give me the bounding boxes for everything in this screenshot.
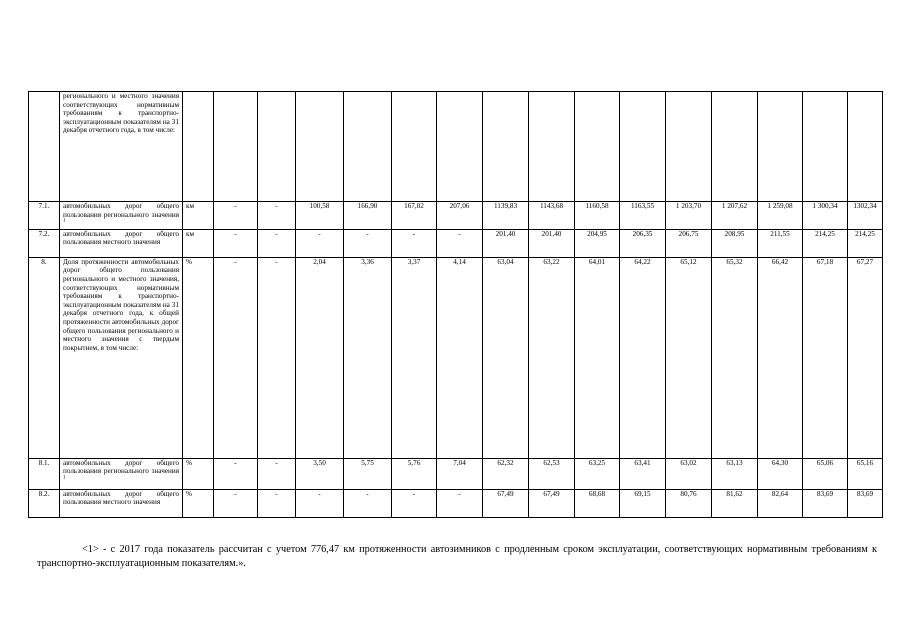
value-cell: - (344, 489, 392, 517)
value-cell: 65,06 (803, 458, 848, 489)
value-cell (344, 92, 392, 202)
row-number: 8.2. (29, 489, 60, 517)
table-row (29, 92, 883, 202)
value-cell (620, 92, 666, 202)
value-cell: 166,90 (344, 202, 392, 230)
value-cell: 204,95 (575, 229, 620, 257)
value-cell: 66,42 (758, 257, 803, 458)
row-number: 7.2. (29, 229, 60, 257)
value-cell: 64,30 (758, 458, 803, 489)
row-unit: км (183, 229, 214, 257)
value-cell (296, 92, 344, 202)
row-number (29, 92, 60, 202)
value-cell: 63,25 (575, 458, 620, 489)
row-description (60, 257, 183, 458)
value-cell: - (214, 489, 258, 517)
value-cell: 5,75 (344, 458, 392, 489)
value-cell: - (258, 458, 296, 489)
value-cell (483, 92, 529, 202)
row-description (60, 489, 183, 517)
value-cell (712, 92, 758, 202)
row-unit: % (183, 489, 214, 517)
value-cell: - (344, 229, 392, 257)
value-cell: 64,01 (575, 257, 620, 458)
value-cell (392, 92, 437, 202)
value-cell: - (258, 489, 296, 517)
value-cell: 7,04 (437, 458, 483, 489)
value-cell: - (258, 257, 296, 458)
value-cell: 83,69 (848, 489, 883, 517)
value-cell: 69,15 (620, 489, 666, 517)
value-cell: 100,58 (296, 202, 344, 230)
value-cell: 3,37 (392, 257, 437, 458)
value-cell (758, 92, 803, 202)
table-row (29, 257, 883, 458)
row-description-text: регионального и местного значения соответствующих нормативным требованиям к транспортно-эксплуатационным показателям на 31 декабря отчетного года, в том числе: (63, 92, 179, 135)
value-cell: 208,95 (712, 229, 758, 257)
value-cell: - (392, 229, 437, 257)
row-number: 8.1. (29, 458, 60, 489)
value-cell: 1302,34 (848, 202, 883, 230)
value-cell: 214,25 (803, 229, 848, 257)
value-cell: 83,69 (803, 489, 848, 517)
value-cell: - (214, 229, 258, 257)
value-cell: 67,18 (803, 257, 848, 458)
value-cell: 67,27 (848, 257, 883, 458)
value-cell: 63,13 (712, 458, 758, 489)
value-cell: 82,64 (758, 489, 803, 517)
value-cell: 1163,55 (620, 202, 666, 230)
value-cell (575, 92, 620, 202)
value-cell: 1 259,08 (758, 202, 803, 230)
row-unit: % (183, 458, 214, 489)
value-cell: 67,49 (529, 489, 575, 517)
value-cell: 206,35 (620, 229, 666, 257)
value-cell (437, 92, 483, 202)
value-cell: 167,02 (392, 202, 437, 230)
row-unit: % (183, 257, 214, 458)
table-row (29, 489, 883, 517)
value-cell: 1 300,34 (803, 202, 848, 230)
value-cell: 1143,68 (529, 202, 575, 230)
value-cell: 4,14 (437, 257, 483, 458)
value-cell (529, 92, 575, 202)
value-cell: - (258, 229, 296, 257)
row-unit: км (183, 202, 214, 230)
value-cell: 63,41 (620, 458, 666, 489)
value-cell: 80,76 (666, 489, 712, 517)
value-cell: 214,25 (848, 229, 883, 257)
value-cell: 1 207,62 (712, 202, 758, 230)
value-cell (258, 92, 296, 202)
value-cell: 65,16 (848, 458, 883, 489)
row-description-text: автомобильных дорог общего пользования местного значения (63, 489, 179, 507)
value-cell: 201,40 (483, 229, 529, 257)
value-cell: 201,40 (529, 229, 575, 257)
table-row (29, 458, 883, 489)
row-description (60, 458, 183, 489)
value-cell: 65,32 (712, 257, 758, 458)
value-cell: 67,49 (483, 489, 529, 517)
footnote: <1> - с 2017 года показатель рассчитан с учетом 776,47 км протяженности автозимников с продленным сроком эксплуатации, соответствующих нормативным требованиям к транспортно-эксплуатационным показателям.». (37, 544, 877, 569)
footnote-marker: 1 (63, 475, 66, 481)
row-description-text: автомобильных дорог общего пользования регионального значения (63, 458, 179, 476)
footnote-marker: 1 (63, 218, 66, 224)
value-cell (214, 92, 258, 202)
value-cell: 207,06 (437, 202, 483, 230)
value-cell: 62,32 (483, 458, 529, 489)
value-cell: 63,02 (666, 458, 712, 489)
value-cell (666, 92, 712, 202)
value-cell: 1 203,70 (666, 202, 712, 230)
value-cell: - (214, 202, 258, 230)
row-description-text: автомобильных дорог общего пользования местного значения (63, 229, 179, 247)
value-cell: 3,50 (296, 458, 344, 489)
value-cell: 1139,83 (483, 202, 529, 230)
value-cell: 3,36 (344, 257, 392, 458)
value-cell: - (296, 229, 344, 257)
value-cell: 65,12 (666, 257, 712, 458)
indicator-table (28, 91, 883, 518)
value-cell (803, 92, 848, 202)
value-cell: 63,22 (529, 257, 575, 458)
value-cell: - (258, 202, 296, 230)
row-description-text: автомобильных дорог общего пользования регионального значения (63, 202, 179, 219)
row-description (60, 92, 183, 202)
value-cell: - (437, 229, 483, 257)
value-cell (848, 92, 883, 202)
row-number: 8. (29, 257, 60, 458)
value-cell: 1160,58 (575, 202, 620, 230)
value-cell: - (296, 489, 344, 517)
value-cell: 2,04 (296, 257, 344, 458)
value-cell: 81,62 (712, 489, 758, 517)
value-cell: 68,68 (575, 489, 620, 517)
value-cell: 63,04 (483, 257, 529, 458)
row-description (60, 229, 183, 257)
row-unit (183, 92, 214, 202)
row-description (60, 202, 183, 230)
value-cell: 211,55 (758, 229, 803, 257)
table-body (29, 92, 883, 518)
value-cell: 206,75 (666, 229, 712, 257)
row-description-text: Доля протяженности автомобильных дорог общего пользования регионального и местного значения, соответствующих нормативным требованиям к транспортно-эксплуатационным показателям на 31 декабря отчетного года, к общей протяженности автомобильных дорог общего пользования регионального и местного значения с твердым покрытием, в том числе: (63, 257, 179, 352)
table-row (29, 229, 883, 257)
row-number: 7.1. (29, 202, 60, 230)
value-cell: - (214, 458, 258, 489)
table-row (29, 202, 883, 230)
value-cell: - (214, 257, 258, 458)
value-cell: - (392, 489, 437, 517)
value-cell: 64,22 (620, 257, 666, 458)
value-cell: - (437, 489, 483, 517)
value-cell: 62,53 (529, 458, 575, 489)
value-cell: 5,76 (392, 458, 437, 489)
